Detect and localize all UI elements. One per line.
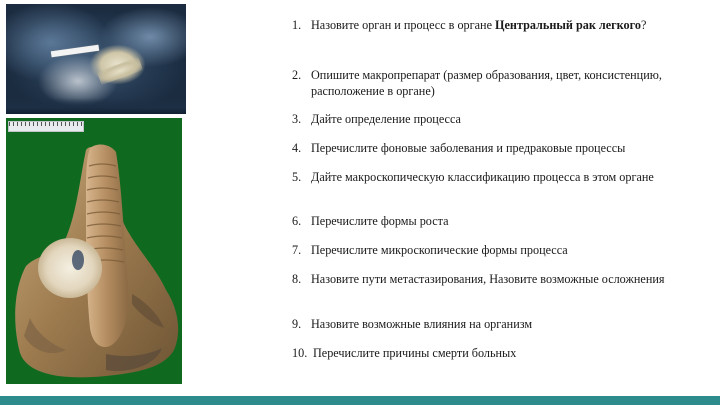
question-text: Дайте макроскопическую классификацию процесса в этом органе <box>311 170 654 184</box>
question-number: 6. <box>292 214 302 228</box>
question-number: 5. <box>292 170 302 184</box>
lung-specimen-photo-top <box>6 4 186 114</box>
question-text: Назовите возможные влияния на организм <box>311 317 533 331</box>
lung-specimen-photo-bottom <box>6 118 182 384</box>
question-text: Опишите макропрепарат (размер образования, цвет, консистенцию, расположение в органе) <box>311 68 662 98</box>
question-item <box>292 346 692 362</box>
question-item: 1. Назовите орган и процесс в органе Центральный рак легкого? <box>292 18 647 32</box>
footer-stripe <box>0 396 720 405</box>
question-number: 8. <box>292 272 302 286</box>
question-text: Перечислите фоновые заболевания и предраковые процессы <box>311 141 626 155</box>
tumor-area <box>97 57 143 85</box>
bronchus-specimen <box>6 118 182 384</box>
question-item <box>292 68 692 99</box>
question-item <box>292 317 692 333</box>
question-number: 2. <box>292 68 302 82</box>
question-item <box>292 170 692 186</box>
question-number: 1. <box>292 18 302 32</box>
scale-bar <box>51 45 99 58</box>
question-text: Дайте определение процесса <box>311 112 461 126</box>
question-item <box>292 112 692 128</box>
question-number: 4. <box>292 141 302 155</box>
diagnosis-emphasis: Центральный рак легкого <box>495 18 641 32</box>
question-text: Перечислите причины смерти больных <box>313 346 517 360</box>
question-item <box>292 141 692 157</box>
question-text: Перечислите микроскопические формы процесса <box>311 243 568 257</box>
question-text: Назовите орган и процесс в органе <box>311 18 496 32</box>
question-number: 10. <box>292 346 308 360</box>
question-text: Назовите пути метастазирования, Назовите возможные осложнения <box>311 272 665 286</box>
question-item <box>292 214 692 230</box>
question-text: Перечислите формы роста <box>311 214 449 228</box>
question-item <box>292 272 692 288</box>
question-number: 9. <box>292 317 302 331</box>
question-number: 7. <box>292 243 302 257</box>
question-number: 3. <box>292 112 302 126</box>
question-item <box>292 243 692 259</box>
